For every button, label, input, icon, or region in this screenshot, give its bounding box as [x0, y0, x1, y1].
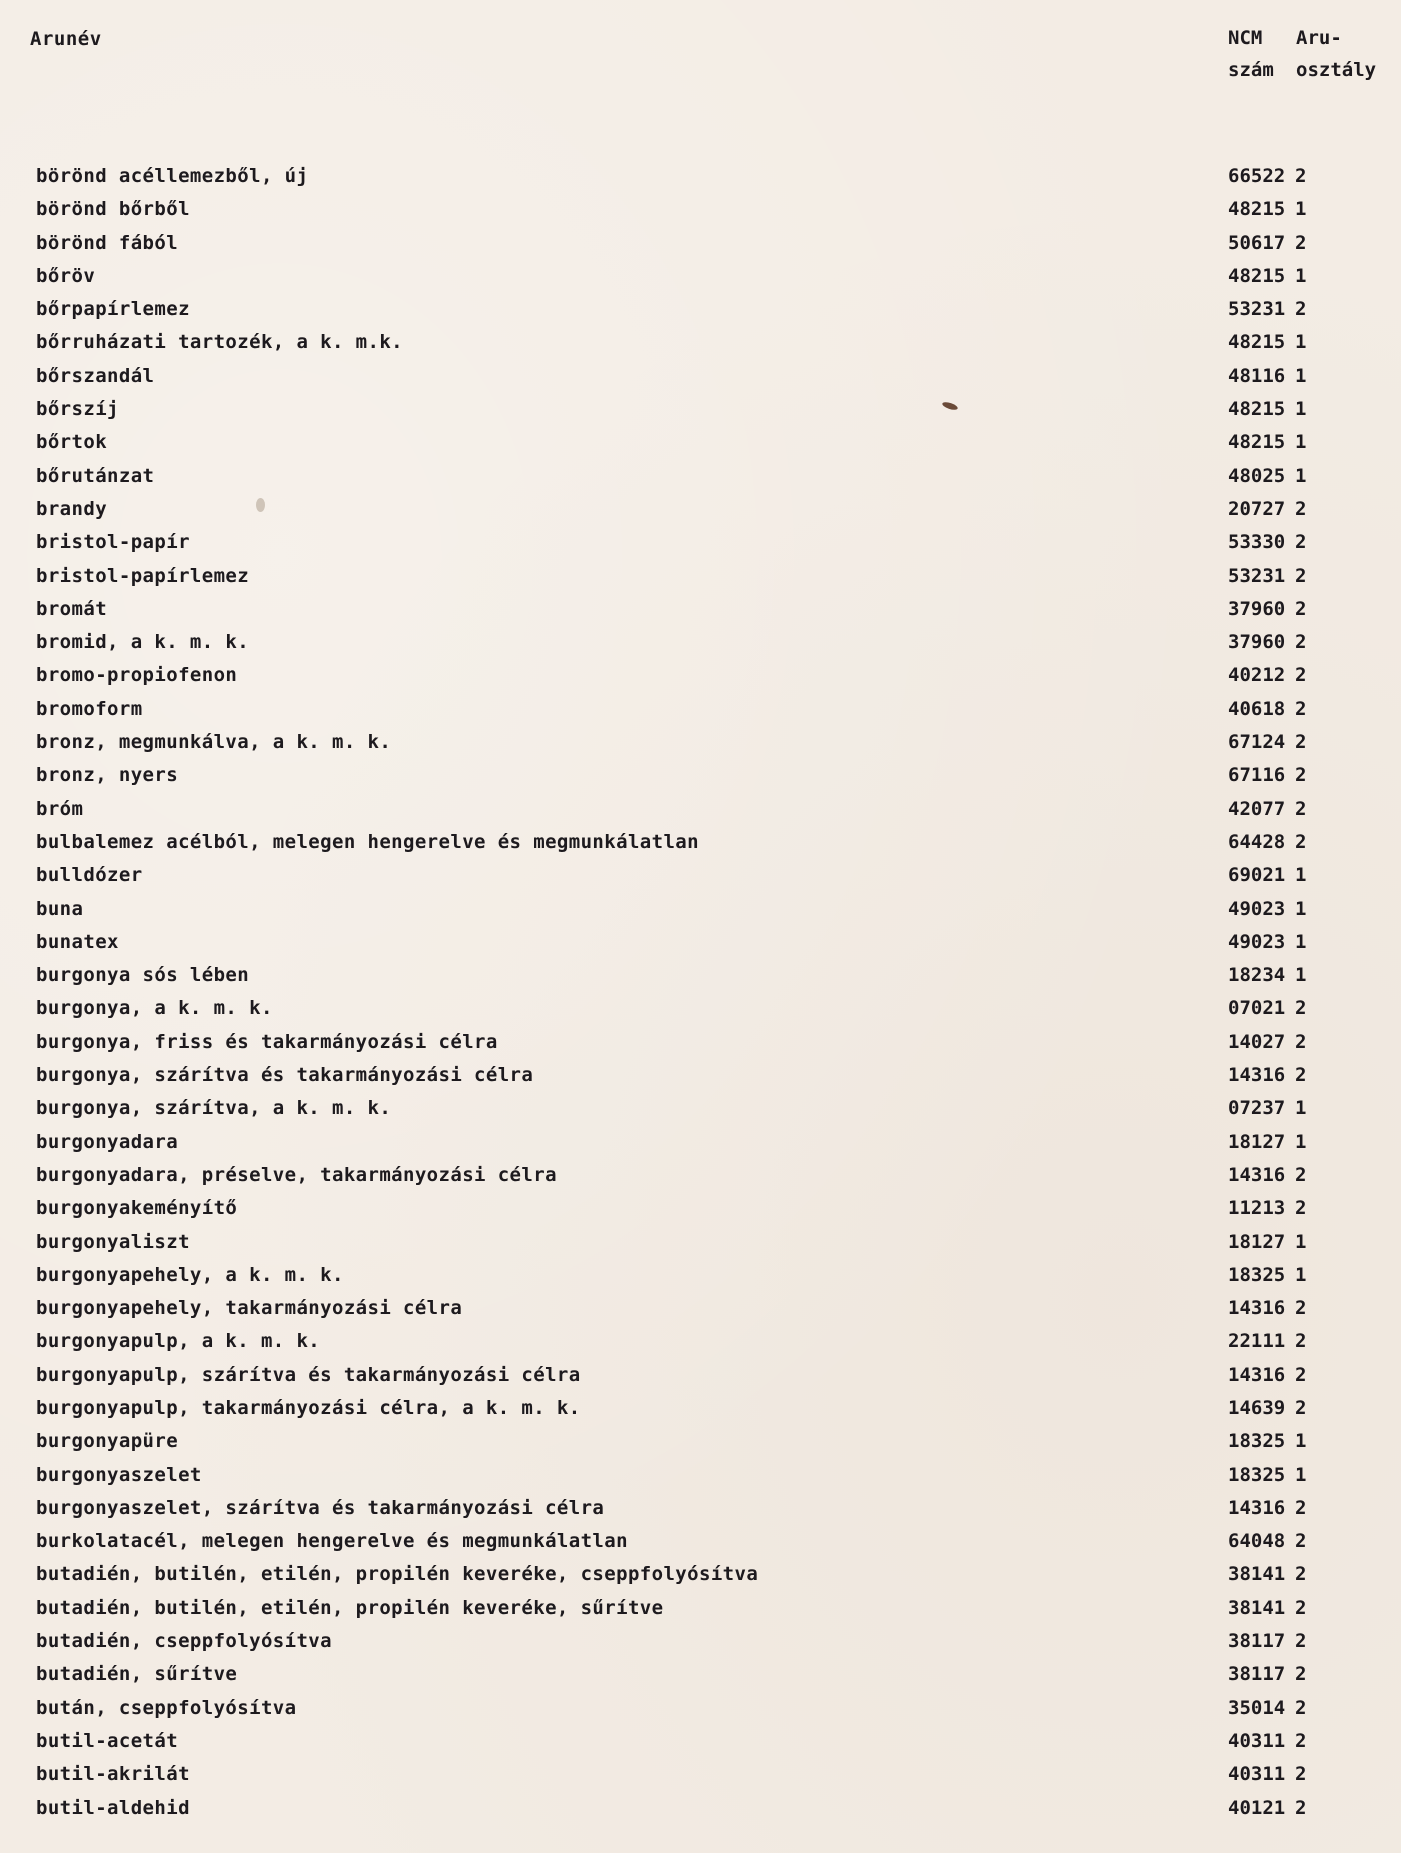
item-class: 2: [1295, 1530, 1307, 1553]
item-name: brandy: [36, 497, 108, 520]
list-item: [0, 1226, 1401, 1259]
list-item: [0, 859, 1401, 892]
item-name: bromát: [36, 597, 108, 620]
item-class: 2: [1295, 597, 1307, 620]
item-name: bronz, nyers: [36, 764, 179, 787]
item-class: 2: [1295, 1064, 1307, 1087]
item-class: 2: [1295, 497, 1307, 520]
list-item: [0, 1026, 1401, 1059]
item-class: 2: [1295, 664, 1307, 687]
list-item: [0, 626, 1401, 659]
item-ncm-number: 14316: [1228, 1496, 1286, 1519]
list-item: [0, 726, 1401, 759]
list-item: [0, 1126, 1401, 1159]
item-name: bromo-propiofenon: [36, 664, 238, 687]
item-class: 2: [1295, 830, 1307, 853]
list-item: [0, 1592, 1401, 1625]
item-ncm-number: 48215: [1228, 198, 1286, 221]
item-ncm-number: 14639: [1228, 1396, 1286, 1419]
item-ncm-number: 66522: [1228, 165, 1286, 187]
list-item: [0, 526, 1401, 559]
list-item: [0, 1159, 1401, 1192]
item-name: butadién, butilén, etilén, propilén keveréke, cseppfolyósítva: [36, 1563, 759, 1586]
item-class: 1: [1295, 331, 1307, 354]
list-item: [0, 426, 1401, 459]
item-name: burkolatacél, melegen hengerelve és megmunkálatlan: [36, 1530, 628, 1553]
item-name: bromid, a k. m. k.: [36, 631, 250, 654]
header-class-line2: osztály: [1296, 59, 1377, 81]
item-class: 2: [1295, 165, 1307, 187]
item-name: bulbalemez acélból, melegen hengerelve és megmunkálatlan: [36, 830, 699, 853]
list-item: [0, 1725, 1401, 1758]
list-item: [0, 1492, 1401, 1525]
item-class: 2: [1295, 1297, 1307, 1320]
item-ncm-number: 38141: [1228, 1563, 1286, 1586]
list-item: [0, 560, 1401, 593]
list-item: [0, 926, 1401, 959]
item-ncm-number: 53231: [1228, 298, 1286, 321]
list-item: [0, 227, 1401, 260]
header-ncm-label: [1228, 22, 1274, 86]
list-item: [0, 460, 1401, 493]
item-class: 1: [1295, 1097, 1307, 1120]
item-class: 1: [1295, 198, 1307, 221]
item-class: 2: [1295, 764, 1307, 787]
item-name: bőrruházati tartozék, a k. m.k.: [36, 331, 404, 354]
header-class-line1: Aru-: [1296, 27, 1342, 49]
item-ncm-number: 38141: [1228, 1596, 1286, 1619]
list-item: [0, 1292, 1401, 1325]
item-class: 2: [1295, 1563, 1307, 1586]
list-item: [0, 1792, 1401, 1825]
item-ncm-number: 53330: [1228, 531, 1286, 554]
item-name: bőrutánzat: [36, 464, 155, 487]
item-name: burgonya, friss és takarmányozási célra: [36, 1030, 498, 1053]
header-ncm-line2: szám: [1228, 59, 1274, 81]
item-class: 1: [1295, 1130, 1307, 1153]
item-ncm-number: 53231: [1228, 564, 1286, 587]
list-item: [0, 893, 1401, 926]
item-class: 1: [1295, 464, 1307, 487]
item-ncm-number: 48116: [1228, 364, 1286, 387]
item-class: 2: [1295, 731, 1307, 754]
item-name: bőrpapírlemez: [36, 298, 190, 321]
item-class: 2: [1295, 231, 1307, 254]
item-class: 1: [1295, 431, 1307, 454]
item-ncm-number: 67124: [1228, 731, 1286, 754]
item-class: 1: [1295, 1463, 1307, 1486]
list-item: [0, 160, 1401, 193]
item-name: bőrszandál: [36, 364, 155, 387]
list-item: [0, 393, 1401, 426]
item-name: bunatex: [36, 930, 119, 953]
item-class: 1: [1295, 264, 1307, 287]
list-item: [0, 1658, 1401, 1691]
item-class: 2: [1295, 631, 1307, 654]
list-item: [0, 326, 1401, 359]
list-item: [0, 1625, 1401, 1658]
item-name: bróm: [36, 797, 84, 820]
list-item: [0, 1325, 1401, 1358]
list-item: [0, 1525, 1401, 1558]
item-ncm-number: 14316: [1228, 1363, 1286, 1386]
item-class: 2: [1295, 531, 1307, 554]
item-name: börönd bőrből: [36, 198, 190, 221]
item-class: 2: [1295, 1596, 1307, 1619]
item-name: bristol-papír: [36, 531, 190, 554]
list-item: [0, 1692, 1401, 1725]
item-name: burgonyapehely, a k. m. k.: [36, 1263, 344, 1286]
item-ncm-number: 67116: [1228, 764, 1286, 787]
item-ncm-number: 18325: [1228, 1263, 1286, 1286]
item-name: burgonyaszelet, szárítva és takarmányozási célra: [36, 1496, 605, 1519]
item-ncm-number: 35014: [1228, 1696, 1286, 1719]
paper-speck: [256, 498, 265, 512]
item-class: 1: [1295, 398, 1307, 421]
list-item: [0, 959, 1401, 992]
item-ncm-number: 48215: [1228, 398, 1286, 421]
header-ncm-line1: NCM: [1228, 27, 1263, 49]
item-ncm-number: 14316: [1228, 1064, 1286, 1087]
item-ncm-number: 22111: [1228, 1330, 1286, 1353]
item-ncm-number: 11213: [1228, 1197, 1286, 1220]
list-item: [0, 260, 1401, 293]
item-ncm-number: 18127: [1228, 1230, 1286, 1253]
item-class: 2: [1295, 1030, 1307, 1053]
item-ncm-number: 49023: [1228, 897, 1286, 920]
item-ncm-number: 37960: [1228, 597, 1286, 620]
list-item: [0, 360, 1401, 393]
item-ncm-number: 48215: [1228, 431, 1286, 454]
item-class: 2: [1295, 1197, 1307, 1220]
item-ncm-number: 40618: [1228, 697, 1286, 720]
item-class: 2: [1295, 1630, 1307, 1653]
item-ncm-number: 40121: [1228, 1796, 1286, 1819]
item-ncm-number: 07021: [1228, 997, 1286, 1020]
list-item: [0, 659, 1401, 692]
item-class: 2: [1295, 564, 1307, 587]
item-ncm-number: 18325: [1228, 1463, 1286, 1486]
item-ncm-number: 64048: [1228, 1530, 1286, 1553]
item-ncm-number: 48215: [1228, 264, 1286, 287]
list-item: [0, 1059, 1401, 1092]
item-class: 2: [1295, 797, 1307, 820]
item-class: 1: [1295, 897, 1307, 920]
list-item: [0, 992, 1401, 1025]
item-name: burgonya, a k. m. k.: [36, 997, 273, 1020]
item-name: börönd acéllemezből, új: [36, 165, 309, 187]
item-class: 2: [1295, 1796, 1307, 1819]
item-name: burgonyapüre: [36, 1430, 179, 1453]
item-name: burgonya, szárítva és takarmányozási célra: [36, 1064, 534, 1087]
item-name: burgonyakeményítő: [36, 1197, 238, 1220]
item-name: burgonyadara, préselve, takarmányozási célra: [36, 1163, 557, 1186]
item-ncm-number: 48215: [1228, 331, 1286, 354]
item-class: 2: [1295, 1396, 1307, 1419]
item-ncm-number: 40311: [1228, 1729, 1286, 1752]
item-ncm-number: 14027: [1228, 1030, 1286, 1053]
item-class: 2: [1295, 298, 1307, 321]
item-class: 2: [1295, 1330, 1307, 1353]
item-name: bőrszíj: [36, 398, 119, 421]
item-name: börönd fából: [36, 231, 179, 254]
list-item: [0, 793, 1401, 826]
item-name: butil-acetát: [36, 1729, 179, 1752]
item-ncm-number: 14316: [1228, 1163, 1286, 1186]
list-item: [0, 293, 1401, 326]
header-class-label: [1296, 22, 1376, 86]
item-ncm-number: 18234: [1228, 964, 1286, 987]
list-item: [0, 1459, 1401, 1492]
item-class: 2: [1295, 1496, 1307, 1519]
item-class: 1: [1295, 1430, 1307, 1453]
item-ncm-number: 07237: [1228, 1097, 1286, 1120]
item-name: burgonyadara: [36, 1130, 179, 1153]
list-item: [0, 759, 1401, 792]
item-ncm-number: 18127: [1228, 1130, 1286, 1153]
item-ncm-number: 14316: [1228, 1297, 1286, 1320]
item-ncm-number: 40311: [1228, 1763, 1286, 1786]
item-list: [0, 160, 1401, 1825]
item-class: 1: [1295, 364, 1307, 387]
item-name: butadién, butilén, etilén, propilén keveréke, sűrítve: [36, 1596, 664, 1619]
item-class: 2: [1295, 1729, 1307, 1752]
item-name: bután, cseppfolyósítva: [36, 1696, 297, 1719]
list-item: [0, 1192, 1401, 1225]
item-name: burgonyaliszt: [36, 1230, 190, 1253]
item-name: butil-akrilát: [36, 1763, 190, 1786]
item-ncm-number: 64428: [1228, 830, 1286, 853]
item-name: bulldózer: [36, 864, 143, 887]
item-ncm-number: 18325: [1228, 1430, 1286, 1453]
list-item: [0, 193, 1401, 226]
item-name: butadién, cseppfolyósítva: [36, 1630, 332, 1653]
item-name: bristol-papírlemez: [36, 564, 250, 587]
item-class: 1: [1295, 864, 1307, 887]
item-name: bronz, megmunkálva, a k. m. k.: [36, 731, 392, 754]
list-item: [0, 1392, 1401, 1425]
item-name: bőröv: [36, 264, 96, 287]
item-ncm-number: 69021: [1228, 864, 1286, 887]
item-name: burgonyaszelet: [36, 1463, 202, 1486]
item-class: 1: [1295, 930, 1307, 953]
item-ncm-number: 38117: [1228, 1663, 1286, 1686]
item-class: 1: [1295, 1263, 1307, 1286]
header-name-label: Arunév: [30, 28, 102, 50]
item-class: 2: [1295, 1163, 1307, 1186]
item-class: 2: [1295, 1663, 1307, 1686]
item-ncm-number: 20727: [1228, 497, 1286, 520]
item-ncm-number: 50617: [1228, 231, 1286, 254]
list-item: [0, 1359, 1401, 1392]
item-name: burgonyapulp, szárítva és takarmányozási célra: [36, 1363, 581, 1386]
item-ncm-number: 42077: [1228, 797, 1286, 820]
list-item: [0, 1259, 1401, 1292]
item-ncm-number: 48025: [1228, 464, 1286, 487]
list-item: [0, 1425, 1401, 1458]
item-class: 1: [1295, 964, 1307, 987]
item-name: burgonyapulp, a k. m. k.: [36, 1330, 321, 1353]
item-name: butil-aldehid: [36, 1796, 190, 1819]
item-class: 2: [1295, 697, 1307, 720]
item-class: 2: [1295, 1363, 1307, 1386]
item-name: burgonya sós lében: [36, 964, 250, 987]
item-name: burgonyapulp, takarmányozási célra, a k. m. k.: [36, 1396, 581, 1419]
item-name: butadién, sűrítve: [36, 1663, 238, 1686]
item-class: 2: [1295, 1696, 1307, 1719]
list-item: [0, 493, 1401, 526]
item-class: 2: [1295, 1763, 1307, 1786]
list-item: [0, 1092, 1401, 1125]
item-ncm-number: 37960: [1228, 631, 1286, 654]
item-class: 1: [1295, 1230, 1307, 1253]
item-ncm-number: 49023: [1228, 930, 1286, 953]
item-name: bőrtok: [36, 431, 108, 454]
item-class: 2: [1295, 997, 1307, 1020]
item-name: burgonya, szárítva, a k. m. k.: [36, 1097, 392, 1120]
list-item: [0, 593, 1401, 626]
item-name: burgonyapehely, takarmányozási célra: [36, 1297, 463, 1320]
list-item: [0, 1758, 1401, 1791]
item-name: bromoform: [36, 697, 143, 720]
item-name: buna: [36, 897, 84, 920]
list-item: [0, 1558, 1401, 1591]
list-item: [0, 826, 1401, 859]
item-ncm-number: 40212: [1228, 664, 1286, 687]
item-ncm-number: 38117: [1228, 1630, 1286, 1653]
list-item: [0, 693, 1401, 726]
